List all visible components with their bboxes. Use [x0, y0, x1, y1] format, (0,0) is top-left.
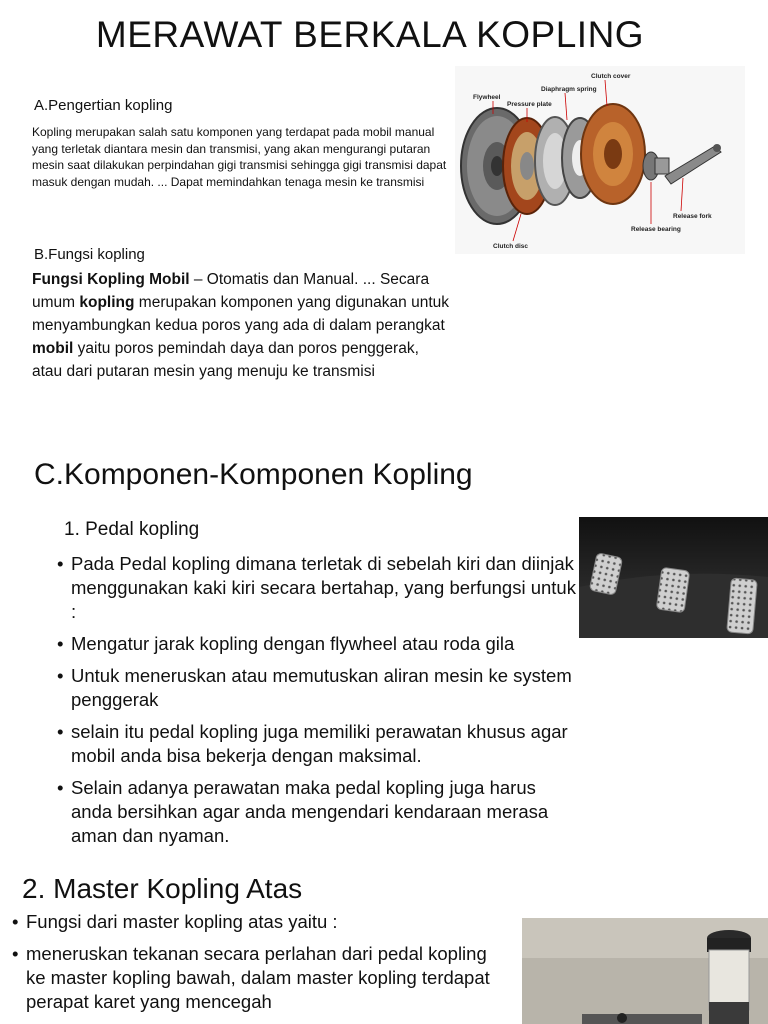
label-diaphragm-spring: Diaphragm spring [541, 86, 597, 93]
section-b-heading: B.Fungsi kopling [34, 246, 145, 263]
list-item: • selain itu pedal kopling juga memiliki perawatan khusus agar mobil anda bisa bekerja dengan maksimal. [57, 720, 577, 768]
master-cylinder-photo [522, 918, 768, 1024]
list-item: • Fungsi dari master kopling atas yaitu : [12, 910, 502, 934]
list-item: • Untuk meneruskan atau memutuskan aliran mesin ke system penggerak [57, 664, 577, 712]
pedal-bullet-list [57, 552, 577, 856]
clutch-diagram-image [455, 66, 745, 254]
list-item: • meneruskan tekanan secara perlahan dari pedal kopling ke master kopling bawah, dalam master kopling terdapat perapat karet yang mencegah [12, 942, 502, 1014]
section-b-bold-term: mobil [32, 340, 74, 357]
section-b-text-part: yaitu poros pemindah daya dan poros penggerak, atau dari putaran mesin yang menuju ke transmisi [32, 340, 419, 380]
section-a-text: Kopling merupakan salah satu komponen yang terdapat pada mobil manual yang terletak diantara mesin dan transmisi, yang akan mengurangi putaran mesin saat dilakukan perpindahan gigi transmisi sehingga gigi transmisi dapat masuk dengan mudah. ... Dapat memindahkan tenaga mesin ke transmisi [32, 125, 447, 189]
label-clutch-cover: Clutch cover [591, 73, 631, 80]
label-release-bearing: Release bearing [631, 226, 681, 233]
section-b-text [32, 268, 452, 383]
section-b-bold-term: kopling [79, 294, 135, 311]
master-heading: 2. Master Kopling Atas [22, 873, 303, 904]
section-b-text-part: merupakan komponen yang digunakan untuk menyambungkan kedua poros yang ada di dalam perangkat [32, 294, 450, 334]
list-item: • Mengatur jarak kopling dengan flywheel atau roda gila [57, 632, 577, 656]
pedal-photo [579, 517, 768, 638]
master-bullet-list [12, 910, 502, 1022]
page-title: MERAWAT BERKALA KOPLING [95, 14, 645, 55]
list-item: • Pada Pedal kopling dimana terletak di sebelah kiri dan diinjak menggunakan kaki kiri secara bertahap, yang berfungsi untuk : [57, 552, 577, 624]
label-pressure-plate: Pressure plate [507, 101, 552, 108]
label-release-fork: Release fork [673, 213, 712, 220]
label-clutch-disc: Clutch disc [493, 243, 529, 250]
section-b-text-part: – Otomatis dan Manual. ... Secara umum [32, 271, 430, 311]
pedal-heading: 1. Pedal kopling [64, 519, 200, 540]
section-b-bold-term: Fungsi Kopling Mobil [32, 271, 190, 288]
section-c-heading: C.Komponen-Komponen Kopling [34, 458, 473, 491]
section-a-heading: A.Pengertian kopling [34, 97, 173, 114]
label-flywheel: Flywheel [473, 94, 501, 101]
list-item: • Selain adanya perawatan maka pedal kopling juga harus anda bersihkan agar anda mengendari kendaraan merasa aman dan nyaman. [57, 776, 577, 848]
